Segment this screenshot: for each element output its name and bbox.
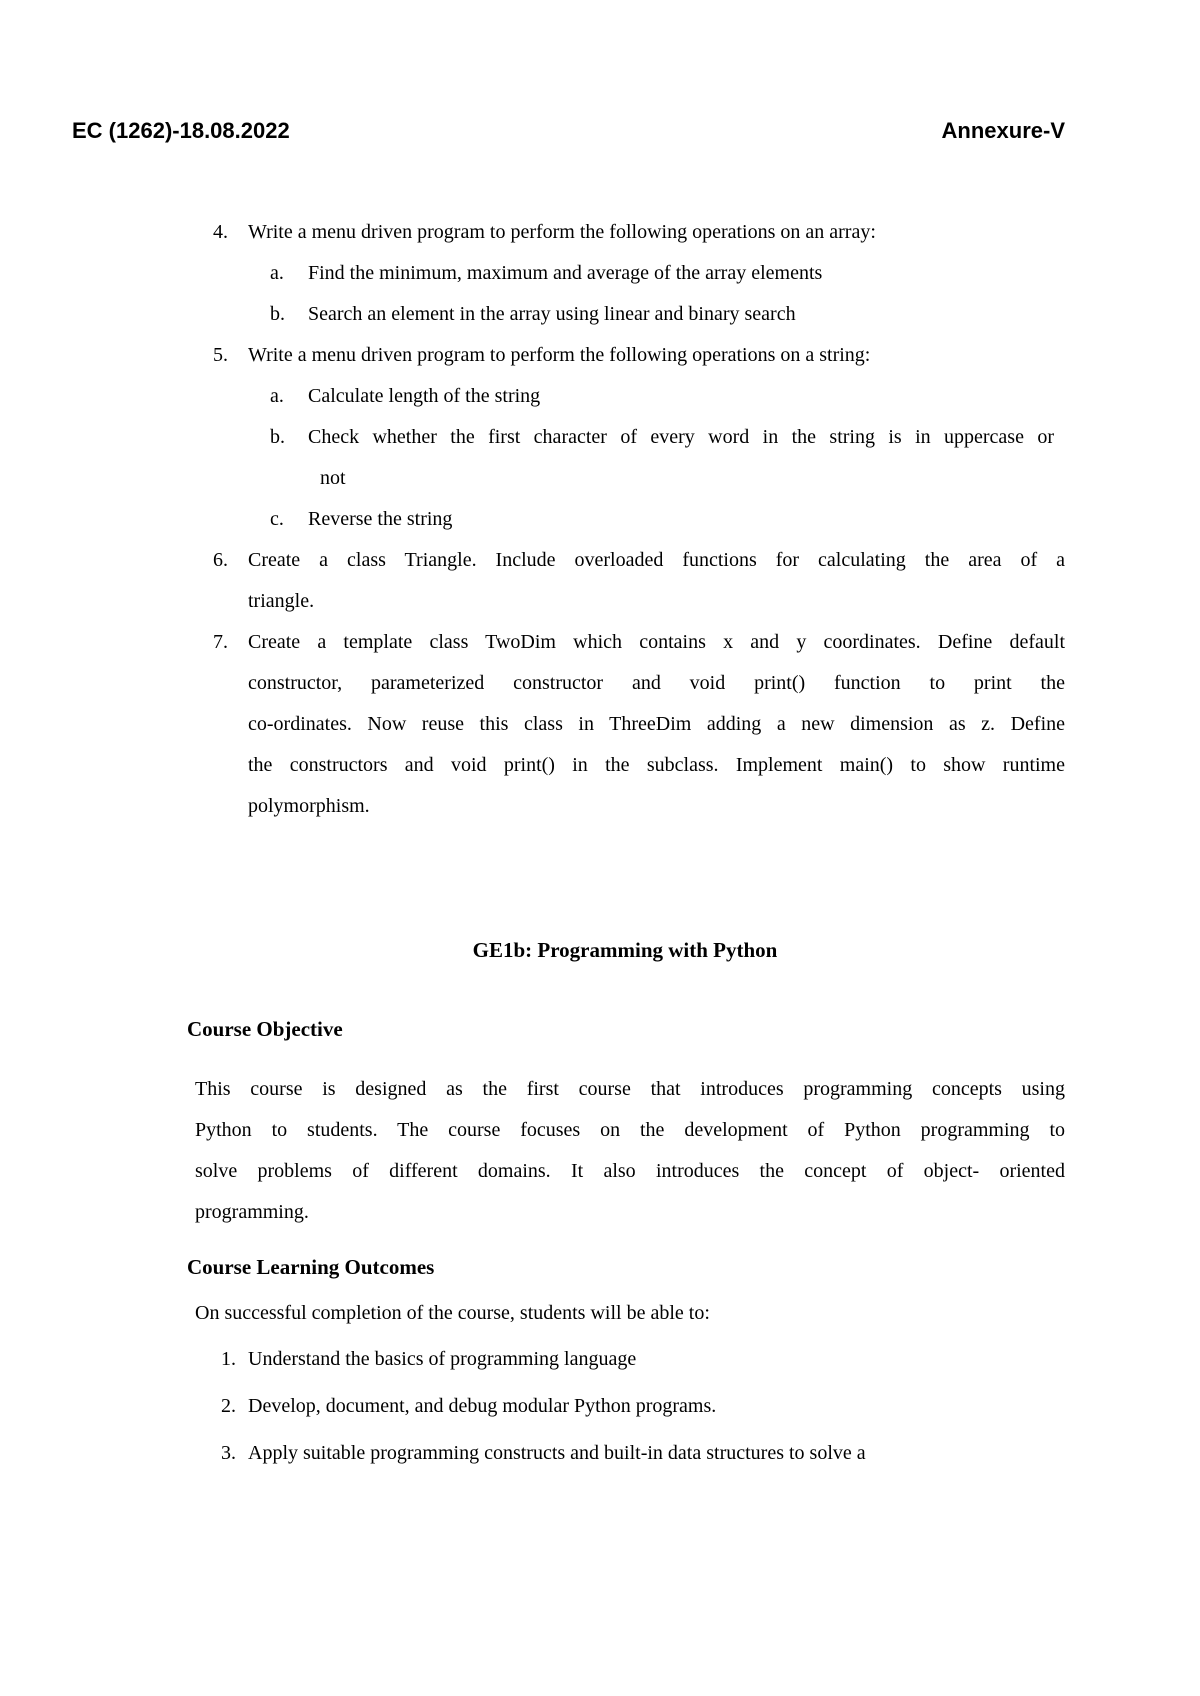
item-text: Understand the basics of programming language: [248, 1348, 637, 1370]
item-number: 7.: [213, 631, 228, 653]
sub-list-item: [0, 253, 1200, 294]
learning-outcomes-heading: Course Learning Outcomes: [187, 1255, 435, 1279]
paragraph-line: programming.: [195, 1201, 309, 1223]
list-item-continuation: [0, 745, 1200, 786]
list-item: [0, 335, 1200, 376]
annexure-label: Annexure-V: [941, 118, 1065, 143]
item-text: Write a menu driven program to perform the following operations on a string:: [248, 344, 871, 366]
practical-list: [0, 212, 1200, 827]
section-title: GE1b: Programming with Python: [472, 938, 778, 962]
item-number: 3.: [221, 1442, 236, 1464]
item-text: Calculate length of the string: [308, 385, 541, 407]
item-text: triangle.: [248, 590, 315, 612]
item-number: 6.: [213, 549, 228, 571]
item-text: Create a class Triangle. Include overloaded functions for calculating the area of a: [248, 549, 1065, 571]
item-number: 4.: [213, 221, 228, 243]
list-item: [0, 540, 1200, 581]
item-text: co-ordinates. Now reuse this class in ThreeDim adding a new dimension as z. Define: [248, 713, 1065, 735]
item-text: Check whether the first character of every word in the string is in uppercase or: [308, 426, 1054, 448]
item-number: 1.: [221, 1348, 236, 1370]
list-item: [0, 212, 1200, 253]
item-letter: c.: [270, 508, 284, 530]
list-item-continuation: [0, 786, 1200, 827]
sub-list-item: [0, 499, 1200, 540]
item-text: Develop, document, and debug modular Python programs.: [248, 1395, 717, 1417]
paragraph-line: solve problems of different domains. It also introduces the concept of object- oriented: [195, 1160, 1065, 1182]
list-item: [0, 1336, 1200, 1383]
list-item-continuation: [0, 704, 1200, 745]
item-letter: b.: [270, 303, 285, 325]
item-text: the constructors and void print() in the subclass. Implement main() to show runtime: [248, 754, 1065, 776]
item-letter: b.: [270, 426, 285, 448]
item-text: Create a template class TwoDim which contains x and y coordinates. Define default: [248, 631, 1065, 653]
list-item-continuation: [0, 663, 1200, 704]
item-text: Apply suitable programming constructs and built-in data structures to solve a: [248, 1442, 866, 1464]
paragraph-line: This course is designed as the first course that introduces programming concepts using: [195, 1078, 1065, 1100]
sub-list-item-continuation: [0, 458, 1200, 499]
item-text: Write a menu driven program to perform the following operations on an array:: [248, 221, 876, 243]
item-text: Search an element in the array using linear and binary search: [308, 303, 796, 325]
item-text: Find the minimum, maximum and average of the array elements: [308, 262, 823, 284]
course-objective-paragraph: [195, 1069, 1065, 1233]
sub-list-item: [0, 417, 1200, 458]
item-text: not: [320, 467, 346, 489]
document-reference: EC (1262)-18.08.2022: [72, 118, 290, 143]
list-item-continuation: [0, 581, 1200, 622]
learning-outcomes-list: [0, 1336, 1200, 1477]
learning-outcomes-intro: On successful completion of the course, students will be able to:: [195, 1302, 710, 1324]
sub-list-item: [0, 376, 1200, 417]
item-text: polymorphism.: [248, 795, 370, 817]
item-text: Reverse the string: [308, 508, 453, 530]
item-number: 2.: [221, 1395, 236, 1417]
item-letter: a.: [270, 385, 284, 407]
item-text: constructor, parameterized constructor and void print() function to print the: [248, 672, 1065, 694]
course-objective-heading: Course Objective: [187, 1017, 343, 1041]
list-item: [0, 1383, 1200, 1430]
list-item: [0, 1430, 1200, 1477]
item-number: 5.: [213, 344, 228, 366]
sub-list-item: [0, 294, 1200, 335]
paragraph-line: Python to students. The course focuses on the development of Python programming to: [195, 1119, 1065, 1141]
item-letter: a.: [270, 262, 284, 284]
page-header: [72, 118, 1065, 148]
list-item: [0, 622, 1200, 663]
